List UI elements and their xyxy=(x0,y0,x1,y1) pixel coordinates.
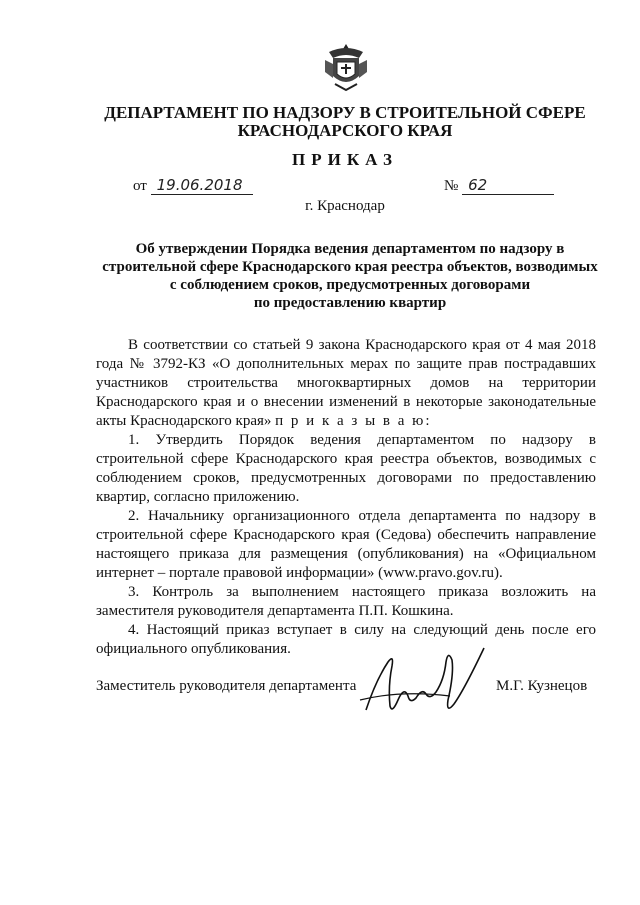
city: г. Краснодар xyxy=(305,198,385,214)
order-subject xyxy=(80,240,620,312)
document-type: ПРИКАЗ xyxy=(292,150,398,169)
subject-line1: Об утверждении Порядка ведения департаментом по надзору в xyxy=(135,241,565,257)
date-prefix: от xyxy=(133,178,147,194)
number-prefix: № xyxy=(444,178,459,194)
department-name-line1: ДЕПАРТАМЕНТ ПО НАДЗОРУ В СТРОИТЕЛЬНОЙ СФЕРЕ xyxy=(104,103,586,122)
order-date xyxy=(133,176,253,195)
coat-of-arms-icon xyxy=(323,42,369,92)
order-item-1: 1. Утвердить Порядок ведения департаментом по надзору в строительной сфере Краснодарского края реестра объектов, возводимых с соблюдением сроков, предусмотренных договорами по предоставлению квартир, согласно приложению. xyxy=(96,432,596,505)
preamble xyxy=(96,336,596,431)
subject-line3: с соблюдением сроков, предусмотренных договорами xyxy=(169,277,531,293)
number-value: 62 xyxy=(462,176,554,195)
order-number xyxy=(444,176,554,195)
date-value: 19.06.2018 xyxy=(151,176,253,195)
subject-line4: по предоставлению квартир xyxy=(253,295,447,311)
handwritten-signature xyxy=(358,640,498,720)
order-item-4: 4. Настоящий приказ вступает в силу на следующий день после его официального опубликования. xyxy=(96,622,596,657)
preamble-text: В соответствии со статьей 9 закона Краснодарского края от 4 мая 2018 года № 3792-КЗ «О дополнительных мерах по защите прав пострадавших участников строительства многоквартирных домов на территории Краснодарского края и о внесении изменений в некоторые законодательные акты Краснодарского края» xyxy=(96,337,596,429)
subject-line2: строительной сфере Краснодарского края реестра объектов, возводимых xyxy=(102,259,598,275)
signatory-position: Заместитель руководителя департамента xyxy=(96,678,357,694)
department-name xyxy=(25,104,640,140)
order-word: п р и к а з ы в а ю: xyxy=(275,413,432,429)
order-body xyxy=(96,336,596,659)
order-item-2: 2. Начальнику организационного отдела департамента по надзору в строительной сфере Краснодарского края (Седова) обеспечить направление настоящего приказа для размещения (опубликования) на «Официальном интернет – портале правовой информации» (www.pravo.gov.ru). xyxy=(96,508,596,581)
signatory-name: М.Г. Кузнецов xyxy=(496,678,588,694)
order-item-3: 3. Контроль за выполнением настоящего приказа возложить на заместителя руководителя департамента П.П. Кошкина. xyxy=(96,584,596,619)
department-name-line2: КРАСНОДАРСКОГО КРАЯ xyxy=(237,121,453,140)
